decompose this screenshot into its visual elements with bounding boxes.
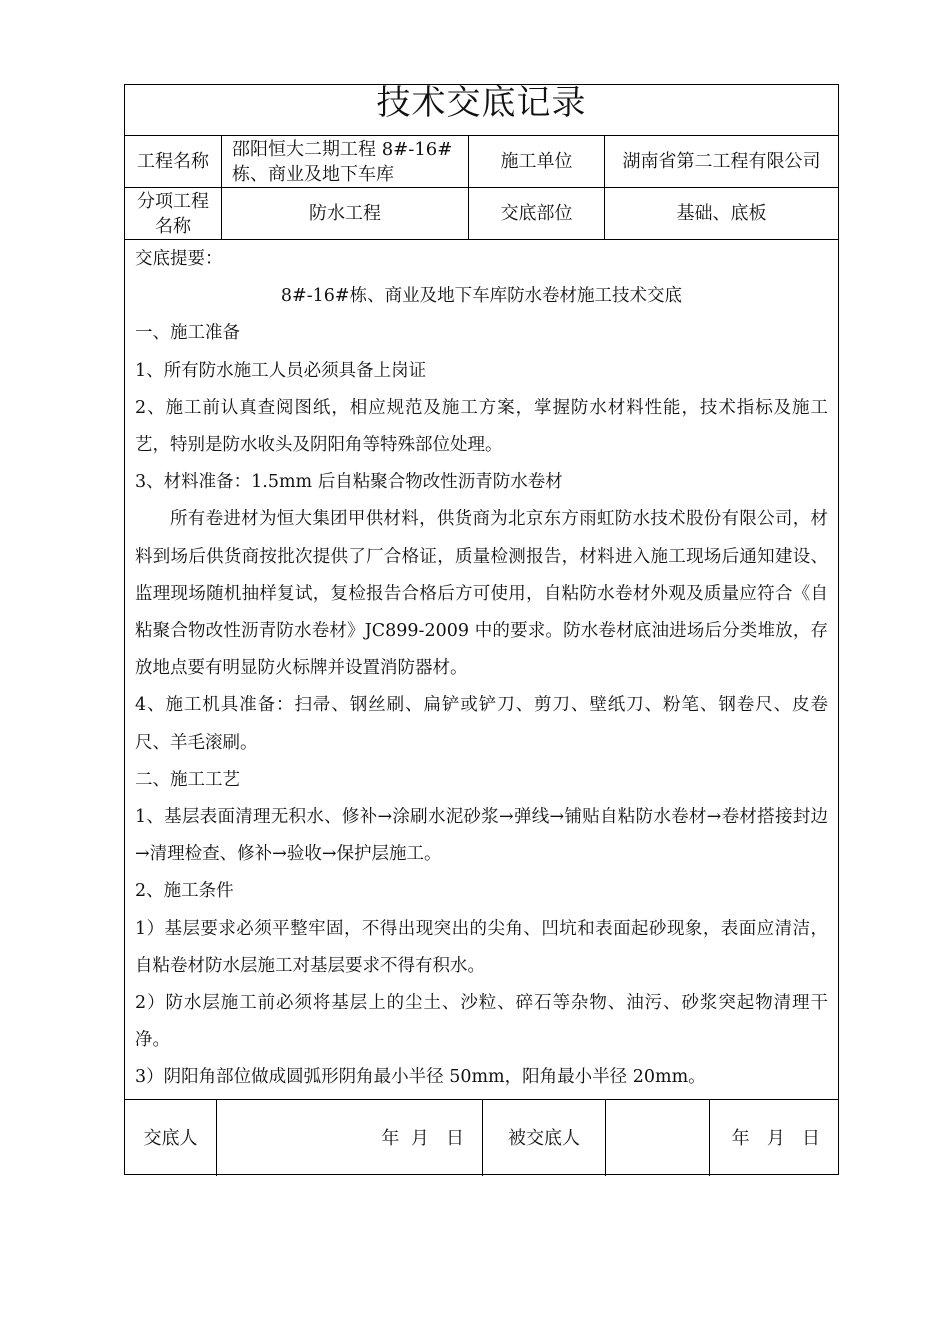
content-heading: 8#-16#栋、商业及地下车库防水卷材施工技术交底 bbox=[280, 286, 683, 307]
paragraph: 1、所有防水施工人员必须具备上岗证 bbox=[135, 360, 427, 381]
paragraph: 2）防水层施工前必须将基层上的尘土、沙粒、碎石等杂物、油污、砂浆突起物清理干净。 bbox=[135, 993, 828, 1051]
project-name-value: 邵阳恒大二期工程 8#-16#栋、商业及地下车库 bbox=[232, 138, 453, 185]
project-name-label: 工程名称 bbox=[137, 151, 209, 172]
disclosure-record-form bbox=[124, 84, 839, 1175]
paragraph: 1）基层要求必须平整牢固，不得出现突出的尖角、凹坑和表面起砂现象，表面应清洁，自粘卷材防水层施工对基层要求不得有积水。 bbox=[135, 918, 828, 976]
paragraph: 4、施工机具准备：扫帚、钢丝刷、扁铲或铲刀、剪刀、壁纸刀、粉笔、钢卷尺、皮卷尺、羊毛滚刷。 bbox=[135, 695, 828, 753]
discloser-date: 年 月 日 bbox=[381, 1127, 464, 1149]
paragraph: 3）阴阳角部位做成圆弧形阴角最小半径 50mm，阳角最小半径 20mm。 bbox=[135, 1067, 706, 1088]
sub-project-value: 防水工程 bbox=[309, 203, 381, 224]
document-title: 技术交底记录 bbox=[376, 83, 587, 123]
sub-project-label: 分项工程名称 bbox=[137, 190, 209, 237]
paragraph: 所有卷进材为恒大集团甲供材料，供货商为北京东方雨虹防水技术股份有限公司，材料到场后供货商按批次提供了厂合格证，质量检测报告，材料进入施工现场后通知建设、监理现场随机抽样复试，复检报告合格后方可使用，自粘防水卷材外观及质量应符合《自粘聚合物改性沥青防水卷材》JC899-2009 中的要求。防水卷材底油进场后分类堆放，存放地点要有明显防火标牌并设置消防器材。 bbox=[135, 509, 828, 679]
construction-unit-value: 湖南省第二工程有限公司 bbox=[622, 151, 821, 172]
col-divider bbox=[605, 1099, 606, 1176]
discloser-label: 交底人 bbox=[143, 1127, 198, 1149]
summary-label: 交底提要： bbox=[135, 249, 223, 269]
paragraph: 1、基层表面清理无积水、修补→涂刷水泥砂浆→弹线→铺贴自粘防水卷材→卷材搭接封边→清理检查、修补→验收→保护层施工。 bbox=[135, 807, 828, 865]
location-value: 基础、底板 bbox=[676, 203, 767, 224]
receiver-label: 被交底人 bbox=[508, 1127, 580, 1149]
location-label: 交底部位 bbox=[500, 203, 573, 224]
paragraph: 2、施工前认真查阅图纸，相应规范及施工方案，掌握防水材料性能，技术指标及施工艺，特别是防水收头及阴阳角等特殊部位处理。 bbox=[135, 397, 828, 456]
paragraph: 2、施工条件 bbox=[135, 881, 234, 902]
paragraph: 3、材料准备：1.5mm 后自粘聚合物改性沥青防水卷材 bbox=[135, 472, 563, 493]
disclosure-content bbox=[135, 241, 828, 1097]
row-divider bbox=[125, 239, 838, 240]
section-title: 一、施工准备 bbox=[135, 323, 240, 344]
section-title: 二、施工工艺 bbox=[135, 769, 240, 790]
construction-unit-label: 施工单位 bbox=[500, 151, 573, 172]
receiver-date: 年 月 日 bbox=[731, 1127, 820, 1149]
